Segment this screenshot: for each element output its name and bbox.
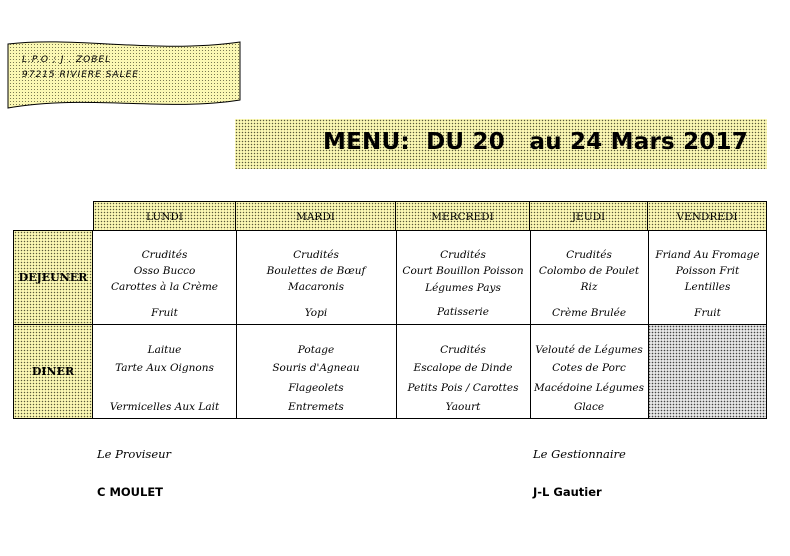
menu-item: Macédoine Légumes bbox=[533, 382, 645, 394]
cell-mercredi-diner bbox=[396, 325, 530, 418]
menu-item: Crudités bbox=[293, 249, 339, 261]
day-header-lundi: LUNDI bbox=[93, 201, 236, 231]
signature-name-gestionnaire: J-L Gautier bbox=[533, 485, 602, 499]
row-head-diner: DINER bbox=[13, 324, 93, 419]
signature-role-proviseur: Le Proviseur bbox=[97, 447, 172, 461]
menu-item: Yaourt bbox=[445, 401, 481, 413]
menu-dessert: Crème Brulée bbox=[551, 307, 627, 319]
menu-item: Colombo de Poulet bbox=[538, 265, 640, 277]
menu-item: Vermicelles Aux Lait bbox=[109, 401, 220, 413]
day-header-vendredi: VENDREDI bbox=[648, 201, 767, 231]
school-name: L.P.O ; J . ZOBEL bbox=[22, 55, 112, 65]
menu-item: Poisson Frit bbox=[675, 265, 740, 277]
title-box bbox=[235, 119, 767, 169]
cell-vendredi-dejeuner bbox=[648, 231, 767, 324]
menu-item: Flageolets bbox=[288, 382, 344, 394]
row-head-dejeuner: DEJEUNER bbox=[13, 230, 93, 325]
menu-item: Laitue bbox=[147, 344, 182, 356]
cell-mercredi-dejeuner bbox=[396, 231, 530, 324]
menu-item: Velouté de Légumes bbox=[535, 344, 643, 356]
menu-item: Osso Bucco bbox=[133, 265, 196, 277]
menu-item: Escalope de Dinde bbox=[413, 362, 513, 374]
menu-dessert: Patisserie bbox=[436, 306, 489, 318]
menu-item: Entremets bbox=[288, 401, 344, 413]
menu-item: Court Bouillon Poisson bbox=[402, 265, 524, 277]
menu-item: Boulettes de Bœuf bbox=[266, 265, 366, 277]
signature-name-proviseur: C MOULET bbox=[97, 485, 164, 499]
menu-title: MENU: DU 20 au 24 Mars 2017 bbox=[323, 129, 748, 155]
menu-dessert: Yopi bbox=[304, 307, 328, 319]
menu-item: Crudités bbox=[440, 344, 486, 356]
day-header-jeudi: JEUDI bbox=[530, 201, 648, 231]
cell-lundi-dejeuner bbox=[93, 231, 236, 324]
menu-item: Macaronis bbox=[287, 281, 344, 293]
menu-item: Friand Au Fromage bbox=[655, 249, 760, 261]
day-header-mardi: MARDI bbox=[236, 201, 396, 231]
menu-item: Crudités bbox=[566, 249, 612, 261]
menu-item: Souris d'Agneau bbox=[272, 362, 360, 374]
cell-mardi-dejeuner bbox=[236, 231, 396, 324]
menu-item: Lentilles bbox=[684, 281, 731, 293]
cell-lundi-diner bbox=[93, 325, 236, 418]
menu-item: Petits Pois / Carottes bbox=[407, 382, 519, 394]
school-address: 97215 RIVIERE SALEE bbox=[22, 70, 139, 80]
school-banner bbox=[6, 40, 242, 112]
menu-item: Crudités bbox=[141, 249, 188, 261]
menu-item: Cotes de Porc bbox=[552, 362, 626, 374]
signature-role-gestionnaire: Le Gestionnaire bbox=[533, 447, 626, 461]
menu-item: Crudités bbox=[440, 249, 486, 261]
menu-item: Glace bbox=[573, 401, 605, 413]
day-header-mercredi: MERCREDI bbox=[396, 201, 530, 231]
menu-item: Tarte Aux Oignons bbox=[115, 362, 214, 374]
menu-item: Légumes Pays bbox=[425, 282, 501, 294]
cell-mardi-diner bbox=[236, 325, 396, 418]
menu-dessert: Fruit bbox=[694, 307, 721, 319]
menu-item: Carottes à la Crème bbox=[110, 281, 218, 293]
menu-item: Potage bbox=[297, 344, 335, 356]
menu-item: Riz bbox=[580, 281, 598, 293]
cell-jeudi-dejeuner bbox=[530, 231, 648, 324]
menu-dessert: Fruit bbox=[151, 307, 178, 319]
cell-jeudi-diner bbox=[530, 325, 648, 418]
